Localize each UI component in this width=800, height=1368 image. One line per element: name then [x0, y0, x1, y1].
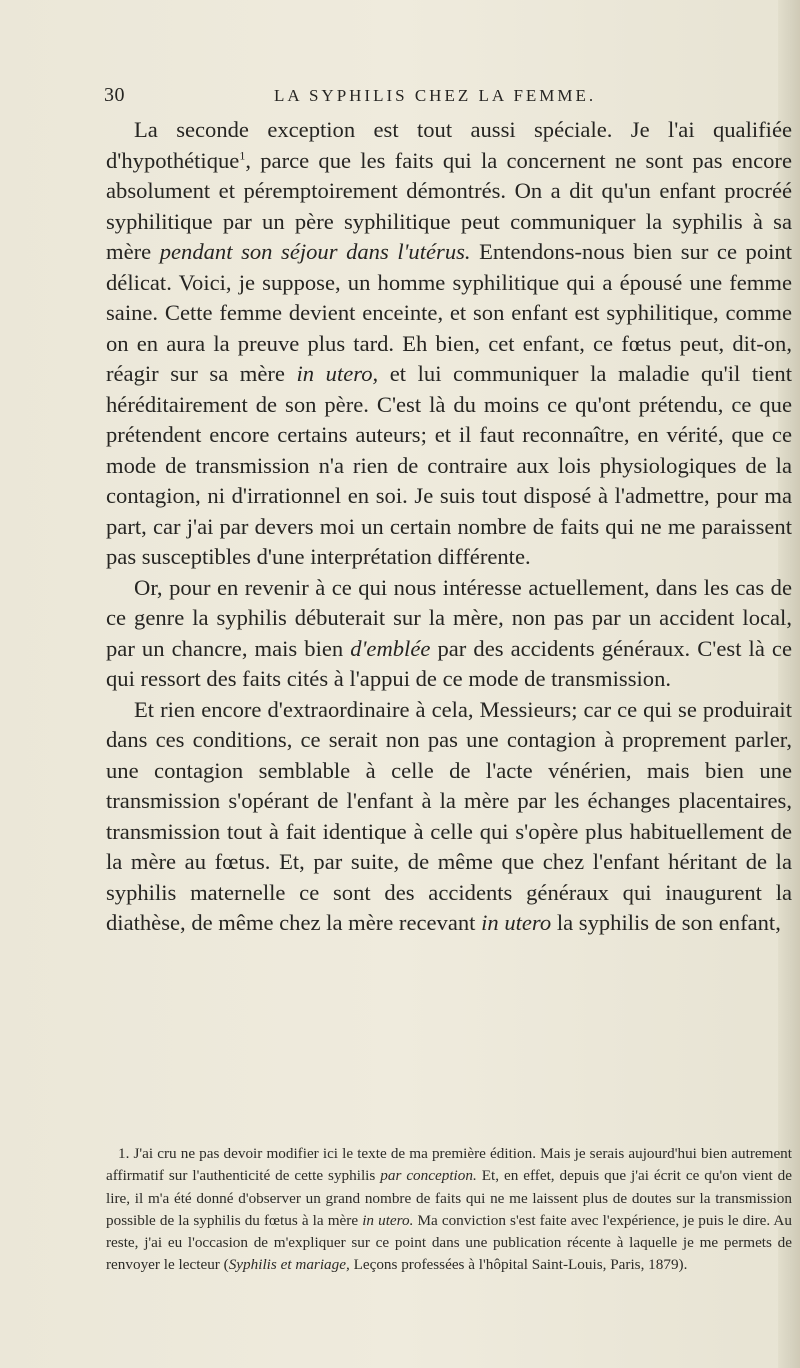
emphasis-text: in utero,	[296, 361, 379, 386]
emphasis-text: pendant son séjour dans l'utérus.	[159, 239, 471, 264]
emphasis-text: par conception.	[380, 1167, 477, 1185]
paragraph-2: Or, pour en revenir à ce qui nous intéresse actuellement, dans les cas de ce genre la syphilis débuterait sur la mère, non pas par un accident local, par un chancre, mais bien d'emblée par des accidents généraux. C'est là ce qui ressort des faits cités à l'appui de ce mode de transmission.	[106, 574, 792, 691]
emphasis-text: in utero.	[362, 1211, 414, 1229]
footnote-1: 1. J'ai cru ne pas devoir modifier ici le texte de ma première édition. Mais je serais aujourd'hui bien autrement affirmatif sur l'authenticité de cette syphilis par conception. Et, en effet, depuis que j'ai écrit ce qu'on vient de lire, il m'a été donné d'observer un grand nombre de faits qui ne me laissent plus de doutes sur la transmission possible de la syphilis du fœtus à la mère in utero. Ma conviction s'est faite avec l'expérience, je puis le dire. Au reste, j'ai eu l'occasion de m'expliquer sur ce point dans une publication récente à laquelle je me permets de renvoyer le lecteur (Syphilis et mariage, Leçons professées à l'hôpital Saint-Louis, Paris, 1879).	[106, 1145, 792, 1274]
paragraph-1: La seconde exception est tout aussi spéciale. Je l'ai qualifiée d'hypothétique$^1$, parce que les faits qui la concernent ne sont pas encore absolument et péremptoirement démontrés. On a dit qu'un enfant procréé syphilitique par un père syphilitique peut communiquer la syphilis à sa mère pendant son séjour dans l'utérus. Entendons-nous bien sur ce point délicat. Voici, je suppose, un homme syphilitique qui a épousé une femme saine. Cette femme devient enceinte, et son enfant est syphilitique, comme on en aura la preuve plus tard. Eh bien, cet enfant, ce fœtus peut, dit-on, réagir sur sa mère in utero, et lui communiquer la maladie qu'il tient héréditairement de son père. C'est là du moins ce qu'ont prétendu, ce que prétendent encore certains auteurs; et il faut reconnaître, en vérité, que ce mode de transmission n'a rien de contraire aux lois physiologiques de la contagion, ni d'irrationnel en soi. Je suis tout disposé à l'admettre, pour ma part, car j'ai par devers moi un certain nombre de faits qui ne me paraissent pas susceptibles d'une interprétation différente.	[106, 117, 792, 569]
emphasis-text: Syphilis et mariage,	[228, 1256, 350, 1274]
body-text	[106, 115, 792, 939]
page-header	[104, 84, 704, 108]
footnote-marker: 1	[239, 147, 246, 162]
running-title: LA SYPHILIS CHEZ LA FEMME.	[274, 86, 597, 105]
paragraph-3: Et rien encore d'extraordinaire à cela, Messieurs; car ce qui se produirait dans ces conditions, ce serait non pas une contagion à proprement parler, une contagion semblable à celle de l'acte vénérien, mais bien une transmission s'opérant de l'enfant à la mère par les échanges placentaires, transmission tout à fait identique à celle qui s'opère plus habituellement de la mère au fœtus. Et, par suite, de même que chez l'enfant héritant de la syphilis maternelle ce sont des accidents généraux qui inaugurent la diathèse, de même chez la mère recevant in utero la syphilis de son enfant,	[106, 696, 792, 935]
emphasis-text: d'emblée	[350, 635, 431, 661]
page-number: 30	[104, 84, 125, 106]
emphasis-text: in utero	[481, 910, 552, 935]
footnote-block	[106, 1143, 792, 1277]
